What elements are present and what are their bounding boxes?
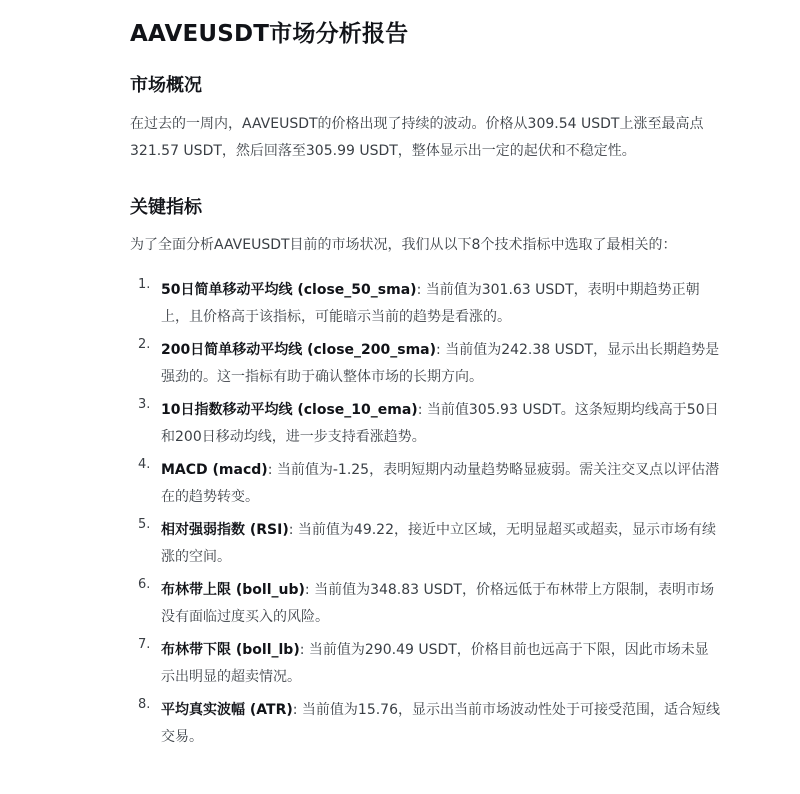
section-heading-indicators: 关键指标 [130,197,202,218]
page-title: AAVEUSDT市场分析报告 [130,21,409,47]
list-number: 8. [138,697,151,712]
indicator-description: : 当前值为301.63 USDT，表明中期趋势正朝上，且价格高于该指标，可能暗示当前的趋势是看涨的。 [161,282,700,325]
indicator-term: 布林带上限 (boll_ub) [161,582,305,598]
list-number: 6. [138,577,151,592]
indicator-term: 平均真实波幅 (ATR) [161,702,293,718]
list-number: 3. [138,397,151,412]
indicator-term: MACD (macd) [161,462,268,478]
indicator-description: : 当前值为242.38 USDT，显示出长期趋势是强劲的。这一指标有助于确认整体市场的长期方向。 [161,342,720,385]
list-number: 1. [138,277,151,292]
indicator-item-200-sma [130,337,720,391]
indicator-item-rsi [130,517,720,571]
list-number: 2. [138,337,151,352]
indicator-item-atr [130,697,720,751]
indicator-term: 200日简单移动平均线 (close_200_sma) [161,342,437,358]
indicators-intro-paragraph: 为了全面分析AAVEUSDT目前的市场状况，我们从以下8个技术指标中选取了最相关的： [130,237,677,253]
report-content [130,14,720,757]
indicator-term: 10日指数移动平均线 (close_10_ema) [161,402,418,418]
indicator-item-boll-ub [130,577,720,631]
section-heading-overview: 市场概况 [130,75,202,96]
indicator-term: 50日简单移动平均线 (close_50_sma) [161,282,417,298]
indicator-description: : 当前值为15.76，显示出当前市场波动性处于可接受范围，适合短线交易。 [161,702,720,745]
list-number: 4. [138,457,151,472]
list-number: 7. [138,637,151,652]
list-number: 5. [138,517,151,532]
indicator-item-10-ema [130,397,720,451]
indicator-description: : 当前值为290.49 USDT，价格目前也远高于下限，因此市场未显示出明显的超卖情况。 [161,642,709,685]
indicator-description: : 当前值为49.22，接近中立区域，无明显超买或超卖，显示市场有续涨的空间。 [161,522,716,565]
indicator-item-macd [130,457,720,511]
indicator-item-50-sma [130,277,720,331]
indicator-description: : 当前值为-1.25，表明短期内动量趋势略显疲弱。需关注交叉点以评估潜在的趋势转变。 [161,462,720,505]
overview-paragraph: 在过去的一周内，AAVEUSDT的价格出现了持续的波动。价格从309.54 USDT上涨至最高点321.57 USDT，然后回落至305.99 USDT，整体显示出一定的起伏和不稳定性。 [130,116,704,159]
indicator-item-boll-lb [130,637,720,691]
indicator-term: 布林带下限 (boll_lb) [161,642,300,658]
indicator-description: : 当前值305.93 USDT。这条短期均线高于50日和200日移动均线，进一步支持看涨趋势。 [161,402,719,445]
indicator-list [130,277,720,751]
indicator-term: 相对强弱指数 (RSI) [161,522,289,538]
indicator-description: : 当前值为348.83 USDT，价格远低于布林带上方限制，表明市场没有面临过度买入的风险。 [161,582,714,625]
